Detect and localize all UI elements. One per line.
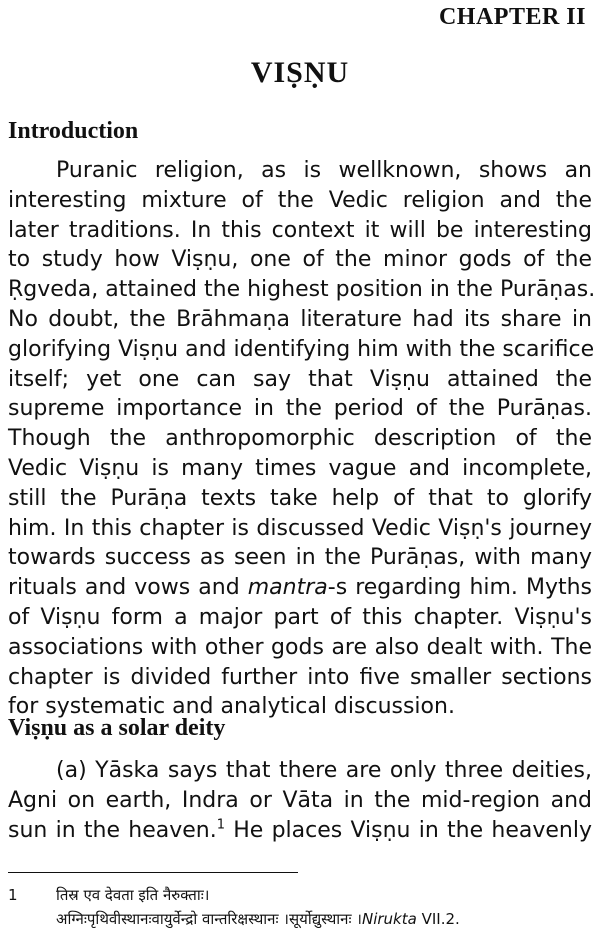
text-line: supreme importance in the period of the Purāṇas.	[8, 396, 592, 422]
chapter-title: VIṢṆU	[250, 56, 350, 89]
footnote-reference: 1	[216, 817, 225, 833]
footnote-line	[8, 907, 598, 931]
text-line: No doubt, the Brāhmaṇa literature had its share in	[8, 306, 592, 332]
text-line: still the Purāṇa texts take help of that to glorify	[8, 485, 592, 511]
text-line: (a) Yāska says that there are only three deities,	[56, 758, 592, 783]
text-line-with-italic	[8, 573, 592, 603]
text-segment: sun in the heaven.	[8, 817, 217, 843]
text-line: associations with other gods are also dealt with. The	[8, 634, 592, 660]
footnote-source-ref: VII.2.	[416, 910, 460, 928]
text-line: Agni on earth, Indra or Vāta in the mid-region and	[8, 787, 592, 813]
footnote-divider	[8, 872, 298, 873]
text-line: Vedic Viṣṇu is many times vague and incomplete,	[8, 455, 592, 481]
text-line: to study how Viṣṇu, one of the minor gods of the	[8, 247, 592, 273]
text-line: for systematic and analytical discussion.	[8, 694, 455, 720]
text-segment: He places Viṣṇu in the heavenly	[225, 817, 592, 843]
footnote-number: 1	[8, 886, 18, 904]
text-line: itself; yet one can say that Viṣṇu attained the	[8, 366, 592, 392]
text-line: chapter is divided further into five smaller sections	[8, 664, 592, 690]
text-line: Puranic religion, as is wellknown, shows an	[56, 158, 592, 183]
text-line: Though the anthropomorphic description of the	[8, 426, 592, 452]
text-line: him. In this chapter is discussed Vedic Viṣṇ's journey	[8, 515, 592, 541]
footnote-sanskrit-line1: तिस्र एव देवता इति नैरुक्ताः।	[56, 886, 210, 904]
text-line: Ṛgveda, attained the highest position in the Purāṇas.	[8, 277, 596, 303]
paragraph-introduction	[8, 156, 596, 722]
text-line-with-footnote-ref	[8, 816, 592, 846]
paragraph-solar-deity	[8, 756, 592, 845]
text-segment: -s regarding him. Myths	[327, 575, 593, 601]
text-line: interesting mixture of the Vedic religion and the	[8, 187, 592, 213]
text-line: towards success as seen in the Purāṇas, with many	[8, 545, 592, 571]
section-heading-introduction: Introduction	[8, 118, 139, 144]
text-line: of Viṣṇu form a major part of this chapter. Viṣṇu's	[8, 604, 592, 630]
chapter-label: CHAPTER II	[438, 4, 586, 30]
text-line: later traditions. In this context it will be interesting	[8, 217, 592, 243]
text-line: glorifying Viṣṇu and identifying him with the scarifice	[8, 336, 595, 362]
italic-term-mantra: mantra	[247, 575, 328, 601]
section-heading-solar-deity: Viṣṇu as a solar deity	[8, 715, 226, 741]
footnote-sanskrit-line2: अग्निःपृथिवीस्थानःवायुर्वेन्द्रो वान्तरिक्षस्थानः ।सूर्योद्युस्थानः ।	[56, 910, 362, 928]
text-segment: rituals and vows and	[8, 575, 240, 601]
footnote-source-title: Nirukta	[361, 910, 417, 928]
footnote	[8, 883, 598, 931]
footnote-line	[8, 883, 598, 907]
